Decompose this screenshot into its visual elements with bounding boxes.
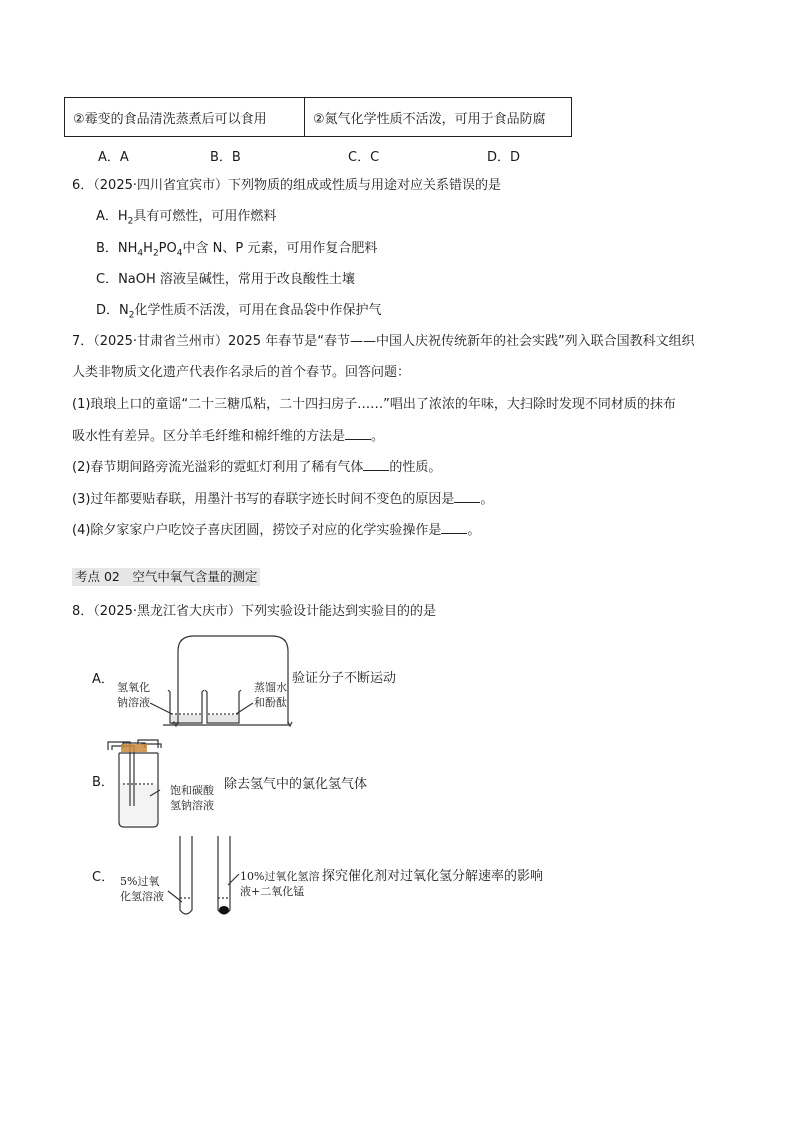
- q8-option-b-purpose: 除去氢气中的氯化氢气体: [224, 777, 368, 792]
- q6-stem: 6．（2025·四川省宜宾市）下列物质的组成或性质与用途对应关系错误的是: [72, 178, 501, 193]
- table-cell-left: ②霉变的食品清洗蒸煮后可以食用: [65, 98, 305, 136]
- q8-stem: 8．（2025·黑龙江省大庆市）下列实验设计能达到实验目的的是: [72, 604, 436, 619]
- q7-part4: (4)除夕家家户户吃饺子喜庆团圆，捞饺子对应的化学实验操作是 。: [72, 523, 481, 538]
- q7-part1-line2: 吸水性有差异。区分羊毛纤维和棉纤维的方法是 。: [72, 429, 385, 444]
- label-h2o2-10: 10%过氧化氢溶: [240, 870, 320, 883]
- label-nahco3-1: 饱和碳酸: [170, 784, 214, 797]
- table-cell-right: ②氮气化学性质不活泼，可用于食品防腐: [313, 111, 546, 127]
- q7-part1-line1: (1)琅琅上口的童谣“二十三糖瓜粘，二十四扫房子……”唱出了浓浓的年味，大扫除时发现不同材质的抹布: [72, 397, 676, 412]
- q5-option-c: C．C: [348, 150, 380, 165]
- q5-option-d: D．D: [487, 150, 521, 165]
- bottle-stopper: [121, 744, 147, 752]
- q8-option-a-letter: A．: [92, 672, 114, 687]
- q7-part2: (2)春节期间路旁流光溢彩的霓虹灯利用了稀有气体 的性质。: [72, 460, 442, 475]
- label-water-1: 蒸馏水: [254, 681, 287, 694]
- test-tubes: [168, 836, 239, 914]
- q8-option-b-letter: B．: [92, 775, 114, 790]
- q6-option-d: D．$N_2$化学性质不活泼，可用在食品袋中作保护气: [96, 303, 382, 321]
- label-nahco3-2: 氢钠溶液: [170, 799, 214, 812]
- label-h2o2-5: 5%过氧: [120, 875, 160, 888]
- q6-option-a: A．$H_2$具有可燃性，可用作燃料: [96, 209, 277, 227]
- label-naoh-1: 氢氧化: [117, 681, 150, 694]
- q8-option-c-purpose: 探究催化剂对过氧化氢分解速率的影响: [322, 869, 544, 884]
- q7-stem-line1: 7．（2025·甘肃省兰州市）2025 年春节是“春节——中国人庆祝传统新年的社会实践”列入联合国教科文组织: [72, 334, 695, 349]
- q5-option-a: A．A: [98, 150, 129, 165]
- q5-option-b: B．B: [210, 150, 241, 165]
- label-naoh-2: 钠溶液: [117, 696, 150, 709]
- q7-part3: (3)过年都要贴春联，用墨汁书写的春联字迹长时间不变色的原因是 。: [72, 492, 494, 507]
- label-h2o2-10b: 液+二氧化锰: [240, 885, 305, 898]
- label-h2o2-5b: 化氢溶液: [120, 890, 164, 903]
- label-water-2: 和酚酞: [254, 696, 287, 709]
- section-heading: 考点 02 空气中氧气含量的测定: [72, 568, 260, 586]
- q7-stem-line2: 人类非物质文化遗产代表作名录后的首个春节。回答问题：: [72, 365, 411, 380]
- q8-option-c-letter: C．: [92, 870, 115, 885]
- q6-option-b: B．$NH_4H_2PO_4$中含 N、P 元素，可用作复合肥料: [96, 241, 378, 259]
- manganese-dioxide: [219, 906, 229, 914]
- q6-option-c: C．NaOH 溶液呈碱性，常用于改良酸性土壤: [96, 272, 355, 287]
- q8-option-a-purpose: 验证分子不断运动: [292, 671, 397, 686]
